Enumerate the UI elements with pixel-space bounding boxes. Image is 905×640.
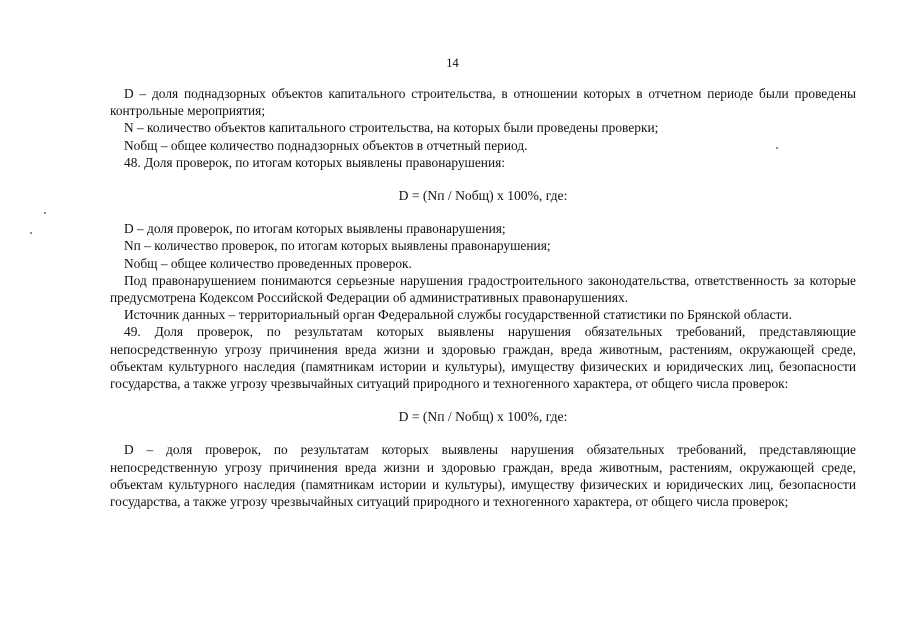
definition-n-objects: N – количество объектов капитального строительства, на которых были проведены проверки; [124, 120, 659, 136]
item-49-heading: 49. Доля проверок, по результатам которых выявлены нарушения обязательных требований, представляющие непосредственную угрозу причинения вреда жизни и здоровью граждан, вреда животным, растениям, окружающей среде, объектам культурного наследия (памятникам истории и культуры), имуществу физических и юридических лиц, безопасности государства, а также угрозу чрезвычайных ситуаций природного и техногенного характера, от общего числа проверок: [110, 324, 856, 392]
page-number: 14 [446, 56, 459, 70]
definition-d-share-violations: D – доля проверок, по результатам которых выявлены нарушения обязательных требований, представляющие непосредственную угрозу причинения вреда жизни и здоровью граждан, вреда животным, растениям, окружающей среде, объектам культурного наследия (памятникам истории и культуры), имуществу физических и юридических лиц, безопасности государства, а также угрозу чрезвычайных ситуаций природного и техногенного характера, от общего числа проверок; [110, 442, 856, 510]
definition-n-total-objects: Nобщ – общее количество поднадзорных объектов в отчетный период. [124, 137, 528, 153]
scan-speck [30, 232, 32, 234]
definition-d-share-objects: D – доля поднадзорных объектов капитального строительства, в отношении которых в отчетном периоде были проведены контрольные мероприятия; [110, 86, 856, 119]
scan-speck [776, 147, 778, 149]
formula-1: D = (Nп / Nобщ) x 100%, где: [398, 188, 568, 204]
data-source: Источник данных – территориальный орган Федеральной службы государственной статистики по Брянской области. [124, 307, 792, 323]
definition-np-inspections: Nп – количество проверок, по итогам которых выявлены правонарушения; [124, 238, 551, 254]
formula-2: D = (Nп / Nобщ) x 100%, где: [398, 409, 568, 425]
item-48-heading: 48. Доля проверок, по итогам которых выявлены правонарушения: [124, 154, 505, 170]
definition-d-share-inspections: D – доля проверок, по итогам которых выявлены правонарушения; [124, 221, 506, 237]
offense-explanation: Под правонарушением понимаются серьезные нарушения градостроительного законодательства, ответственность за которые предусмотрена Кодексом Российской Федерации об административных правонарушениях. [110, 272, 856, 306]
document-body [110, 85, 856, 510]
definition-n-total-inspections: Nобщ – общее количество проведенных проверок. [124, 255, 412, 271]
scan-speck [44, 212, 46, 214]
